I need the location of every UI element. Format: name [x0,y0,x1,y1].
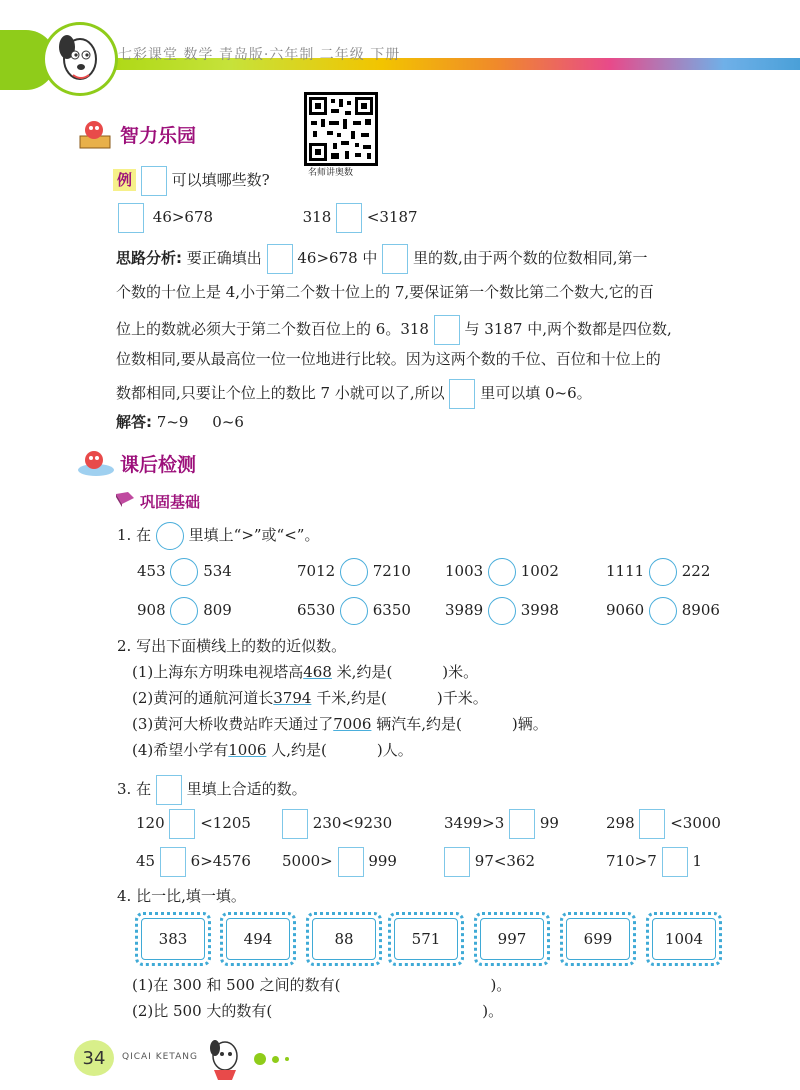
fill-item [444,847,535,877]
fill-right: 97<362 [474,852,536,870]
right-number: 809 [203,601,232,619]
fill-item [136,809,251,839]
fill-right: 230<9230 [312,814,393,832]
q2-text: 米,约是( [336,663,393,681]
analysis-text: 要正确填出 [186,249,262,267]
mascot-icon [42,22,118,96]
q2-text: (3)黄河大桥收费站昨天通过了 [132,715,334,733]
fill-item [282,809,392,839]
analysis-line-2: 个数的十位上是 4,小于第二个数十位上的 7,要保证第一个数比第二个数大,它的百 [116,283,654,301]
footer-mascot-icon [200,1034,250,1088]
fill-right: 1 [692,852,702,870]
answer-box[interactable] [336,203,362,233]
q2-number: 7006 [333,715,372,733]
left-number: 1111 [606,562,645,580]
number-frame [560,912,636,966]
compare-item [445,558,559,586]
fill-box[interactable] [338,847,364,877]
check-section-icon [76,446,116,482]
fill-right: 6>4576 [190,852,251,870]
right-number: 7210 [372,562,411,580]
compare-circle[interactable] [649,597,677,625]
left-number: 908 [137,601,166,619]
analysis-line-5 [116,379,592,409]
sub-text: )。 [482,1002,504,1020]
q2-text: 千米,约是( [316,689,387,707]
analysis-line-4: 位数相同,要从最高位一位一位地进行比较。因为这两个数的千位、百位和十位上的 [116,350,661,368]
q1-prompt [117,522,319,550]
prompt-text: 里填上“>”或“<”。 [188,526,320,544]
q2-text: )辆。 [511,715,548,733]
q2-item [132,687,488,708]
fill-item [136,847,251,877]
left-number: 7012 [297,562,336,580]
inline-box [434,315,460,345]
answer-line [116,411,244,432]
expr2-left: 318 [302,208,332,226]
compare-circle[interactable] [488,597,516,625]
example-line [113,166,270,196]
compare-item [297,597,411,625]
example-box [141,166,167,196]
inline-box [267,244,293,274]
fill-left: 298 [606,814,635,832]
analysis-text: 里的数,由于两个数的位数相同,第一 [412,249,648,267]
q2-text: )千米。 [436,689,488,707]
compare-item [297,558,411,586]
expr2-right: <3187 [366,208,418,226]
number-frame [474,912,550,966]
prompt-text: 1. 在 [117,526,152,544]
left-number: 1003 [445,562,484,580]
answer-box[interactable] [118,203,144,233]
page-number: 34 [74,1040,114,1076]
fill-box[interactable] [160,847,186,877]
compare-item [445,597,559,625]
frame-number: 88 [334,930,354,948]
q2-item [132,713,548,734]
analysis-text: 位上的数就必须大于第二个数百位上的 6。318 [116,320,429,338]
number-frame [388,912,464,966]
inline-box [156,775,182,805]
compare-circle[interactable] [170,558,198,586]
q4-prompt: 4. 比一比,填一填。 [117,887,246,905]
compare-item [606,597,720,625]
fill-right: <3000 [670,814,721,832]
frame-number: 997 [497,930,527,948]
q2-prompt: 2. 写出下面横线上的数的近似数。 [117,637,347,655]
answer-text: 7~9 0~6 [156,413,244,431]
fill-box[interactable] [444,847,470,877]
fill-item [444,809,559,839]
sub-text: )。 [490,976,512,994]
analysis-text: 数都相同,只要让个位上的数比 7 小就可以了,所以 [116,384,445,402]
analysis-line-1 [116,244,648,274]
compare-item [137,597,232,625]
footer-brand: QICAI KETANG [122,1052,198,1062]
fill-left: 3499>3 [444,814,505,832]
right-number: 534 [203,562,232,580]
left-number: 3989 [445,601,484,619]
expr1: 46>678 [152,208,214,226]
fill-right: 99 [539,814,559,832]
q2-text: (1)上海东方明珠电视塔高 [132,663,304,681]
analysis-line-3 [116,315,672,345]
q2-number: 3794 [273,689,312,707]
number-frame [646,912,722,966]
fill-box[interactable] [639,809,665,839]
q2-text: 辆汽车,约是( [376,715,462,733]
header-title: 七彩课堂 数学 青岛版·六年制 二年级 下册 [118,47,401,63]
footer-dot [285,1057,289,1061]
analysis-text: 里可以填 0~6。 [480,384,592,402]
q2-text: )人。 [376,741,413,759]
sub-text: (2)比 500 大的数有( [132,1002,273,1020]
prompt-text: 里填上合适的数。 [186,780,307,798]
frame-number: 494 [243,930,273,948]
fill-box[interactable] [662,847,688,877]
frame-number: 383 [158,930,188,948]
q4-sub2 [132,1000,503,1021]
left-number: 9060 [606,601,645,619]
fill-left: 45 [136,852,156,870]
compare-circle[interactable] [649,558,677,586]
compare-circle[interactable] [170,597,198,625]
fill-right: <1205 [200,814,251,832]
left-number: 6530 [297,601,336,619]
q2-item [132,661,478,682]
fill-item [282,847,397,877]
inline-circle [156,522,184,550]
compare-circle[interactable] [488,558,516,586]
example-text: 可以填哪些数? [171,171,270,189]
fill-box[interactable] [169,809,195,839]
footer-dots [254,1049,295,1067]
q2-number: 468 [303,663,332,681]
inline-box [449,379,475,409]
inline-box [382,244,408,274]
right-number: 6350 [372,601,411,619]
fill-left: 710>7 [606,852,657,870]
compare-item [606,558,710,586]
number-frame [220,912,296,966]
subsection-icon [114,490,136,512]
example-expressions [118,203,418,233]
compare-circle[interactable] [340,558,368,586]
q3-prompt [117,775,307,805]
q4-sub1 [132,974,511,995]
right-number: 222 [681,562,711,580]
fill-right: 999 [368,852,397,870]
footer-dot [254,1053,266,1065]
fill-box[interactable] [509,809,535,839]
qr-code-image[interactable] [304,92,378,166]
fill-item [606,809,721,839]
frame-number: 571 [411,930,441,948]
q2-text: (4)希望小学有 [132,741,229,759]
analysis-text: 与 3187 中,两个数都是四位数, [464,320,672,338]
qr-caption: 名师讲奥数 [308,168,354,178]
analysis-text: 46>678 中 [297,249,378,267]
right-number: 1002 [520,562,559,580]
fill-box[interactable] [282,809,308,839]
puzzle-section-icon [78,118,114,156]
prompt-text: 3. 在 [117,780,152,798]
fill-item [606,847,702,877]
right-number: 8906 [681,601,720,619]
q2-text: 人,约是( [271,741,327,759]
q2-text: )米。 [442,663,479,681]
compare-item [137,558,232,586]
subsection-title: 巩固基础 [140,493,201,511]
right-number: 3998 [520,601,559,619]
number-frame [306,912,382,966]
footer-dot [272,1056,279,1063]
analysis-label: 思路分析: [116,249,182,267]
section-title-puzzle: 智力乐园 [120,125,197,147]
q2-item [132,739,413,760]
q2-number: 1006 [228,741,267,759]
q2-text: (2)黄河的通航河道长 [132,689,274,707]
example-label: 例 [113,169,136,191]
section-title-check: 课后检测 [120,454,197,476]
compare-circle[interactable] [340,597,368,625]
number-frame [135,912,211,966]
sub-text: (1)在 300 和 500 之间的数有( [132,976,341,994]
fill-left: 5000> [282,852,333,870]
frame-number: 699 [583,930,613,948]
page-header [0,0,800,90]
answer-label: 解答: [116,413,152,431]
left-number: 453 [137,562,166,580]
frame-number: 1004 [664,930,704,948]
fill-left: 120 [136,814,165,832]
